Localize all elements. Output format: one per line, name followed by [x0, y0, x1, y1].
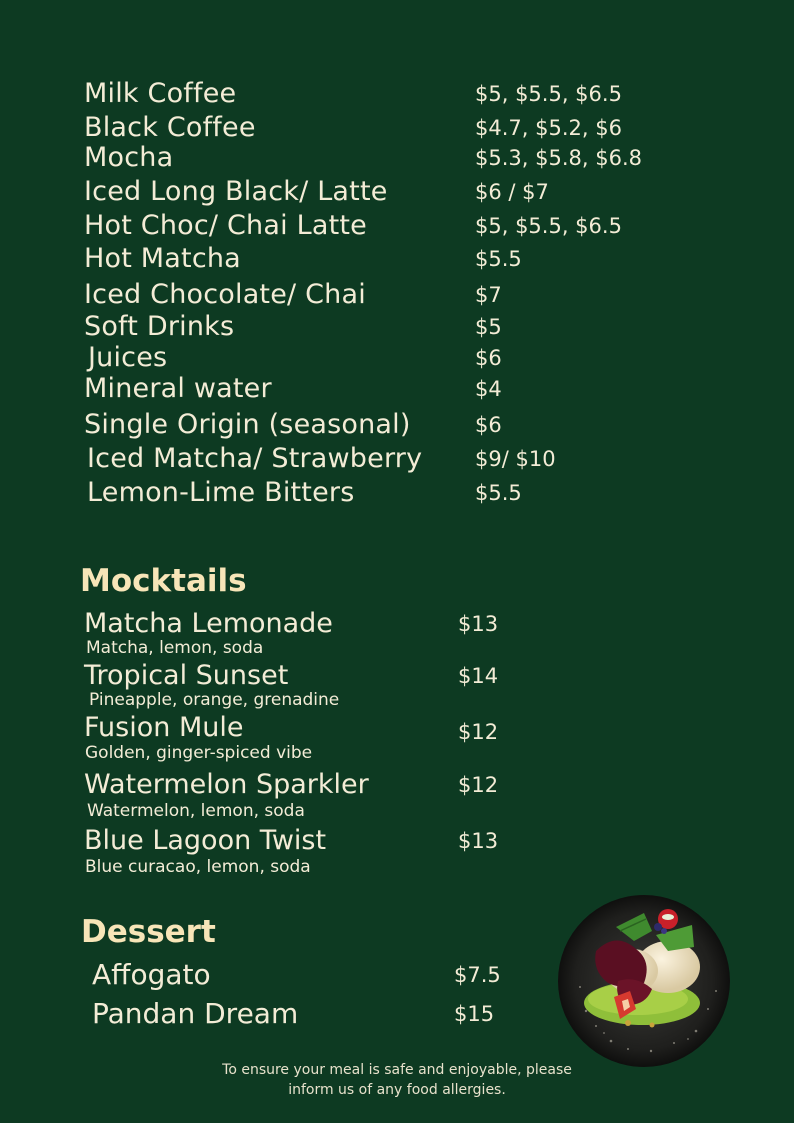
item-description: Pineapple, orange, grenadine	[89, 690, 340, 710]
mocktail-item	[0, 826, 794, 882]
item-name: Iced Long Black/ Latte	[84, 176, 388, 207]
menu-item	[0, 141, 794, 175]
item-name: Tropical Sunset	[84, 660, 289, 691]
item-price: $15	[454, 1002, 495, 1026]
allergy-notice	[150, 1060, 644, 1100]
item-price: $12	[458, 720, 499, 744]
item-name: Mocha	[84, 142, 174, 173]
mocktail-item	[0, 661, 794, 717]
item-name: Affogato	[92, 958, 211, 991]
item-name: Single Origin (seasonal)	[84, 409, 411, 440]
menu-item	[0, 242, 794, 276]
item-price: $13	[458, 829, 499, 853]
item-price: $7.5	[454, 963, 501, 987]
mocktail-item	[0, 713, 794, 769]
menu-item	[0, 111, 794, 145]
mocktail-item	[0, 770, 794, 826]
item-price: $5.5	[475, 481, 522, 505]
menu-item	[0, 372, 794, 406]
item-name: Pandan Dream	[92, 997, 299, 1030]
menu-item	[0, 442, 794, 476]
item-price: $5, $5.5, $6.5	[475, 82, 622, 106]
item-name: Hot Choc/ Chai Latte	[84, 210, 367, 241]
item-description: Golden, ginger-spiced vibe	[85, 743, 313, 763]
item-name: Soft Drinks	[84, 311, 235, 342]
item-price: $9/ $10	[475, 447, 556, 471]
dessert-photo	[556, 891, 732, 1067]
item-description: Matcha, lemon, soda	[86, 638, 264, 658]
item-price: $4	[475, 377, 502, 401]
item-price: $5	[475, 315, 502, 339]
item-price: $6	[475, 346, 502, 370]
menu-item	[0, 175, 794, 209]
item-price: $6	[475, 413, 502, 437]
item-price: $13	[458, 612, 499, 636]
item-name: Black Coffee	[84, 112, 256, 143]
item-price: $14	[458, 664, 499, 688]
item-description: Blue curacao, lemon, soda	[85, 857, 311, 877]
mocktail-item	[0, 609, 794, 665]
item-description: Watermelon, lemon, soda	[87, 801, 305, 821]
item-name: Juices	[88, 342, 168, 373]
menu-item	[0, 310, 794, 344]
item-name: Mineral water	[84, 373, 272, 404]
item-price: $5.5	[475, 247, 522, 271]
menu-item	[0, 476, 794, 510]
item-price: $6 / $7	[475, 180, 549, 204]
menu-item	[0, 408, 794, 442]
mocktails-heading: Mocktails	[80, 563, 247, 599]
item-price: $12	[458, 773, 499, 797]
item-name: Milk Coffee	[84, 78, 237, 109]
item-name: Lemon-Lime Bitters	[87, 477, 355, 508]
item-name: Fusion Mule	[84, 712, 244, 743]
item-name: Hot Matcha	[84, 243, 241, 274]
item-price: $4.7, $5.2, $6	[475, 116, 622, 140]
menu-item	[0, 341, 794, 375]
item-name: Iced Matcha/ Strawberry	[87, 443, 423, 474]
item-price: $5.3, $5.8, $6.8	[475, 146, 642, 170]
menu-item	[0, 77, 794, 111]
menu-item	[0, 278, 794, 312]
menu-item	[0, 209, 794, 243]
item-price: $7	[475, 283, 502, 307]
item-name: Iced Chocolate/ Chai	[84, 279, 366, 310]
item-name: Watermelon Sparkler	[84, 769, 369, 800]
allergy-notice-line: inform us of any food allergies.	[288, 1082, 506, 1098]
item-name: Matcha Lemonade	[84, 608, 333, 639]
dessert-heading: Dessert	[81, 914, 216, 950]
allergy-notice-line: To ensure your meal is safe and enjoyable, please	[222, 1062, 572, 1078]
item-price: $5, $5.5, $6.5	[475, 214, 622, 238]
item-name: Blue Lagoon Twist	[84, 825, 327, 856]
